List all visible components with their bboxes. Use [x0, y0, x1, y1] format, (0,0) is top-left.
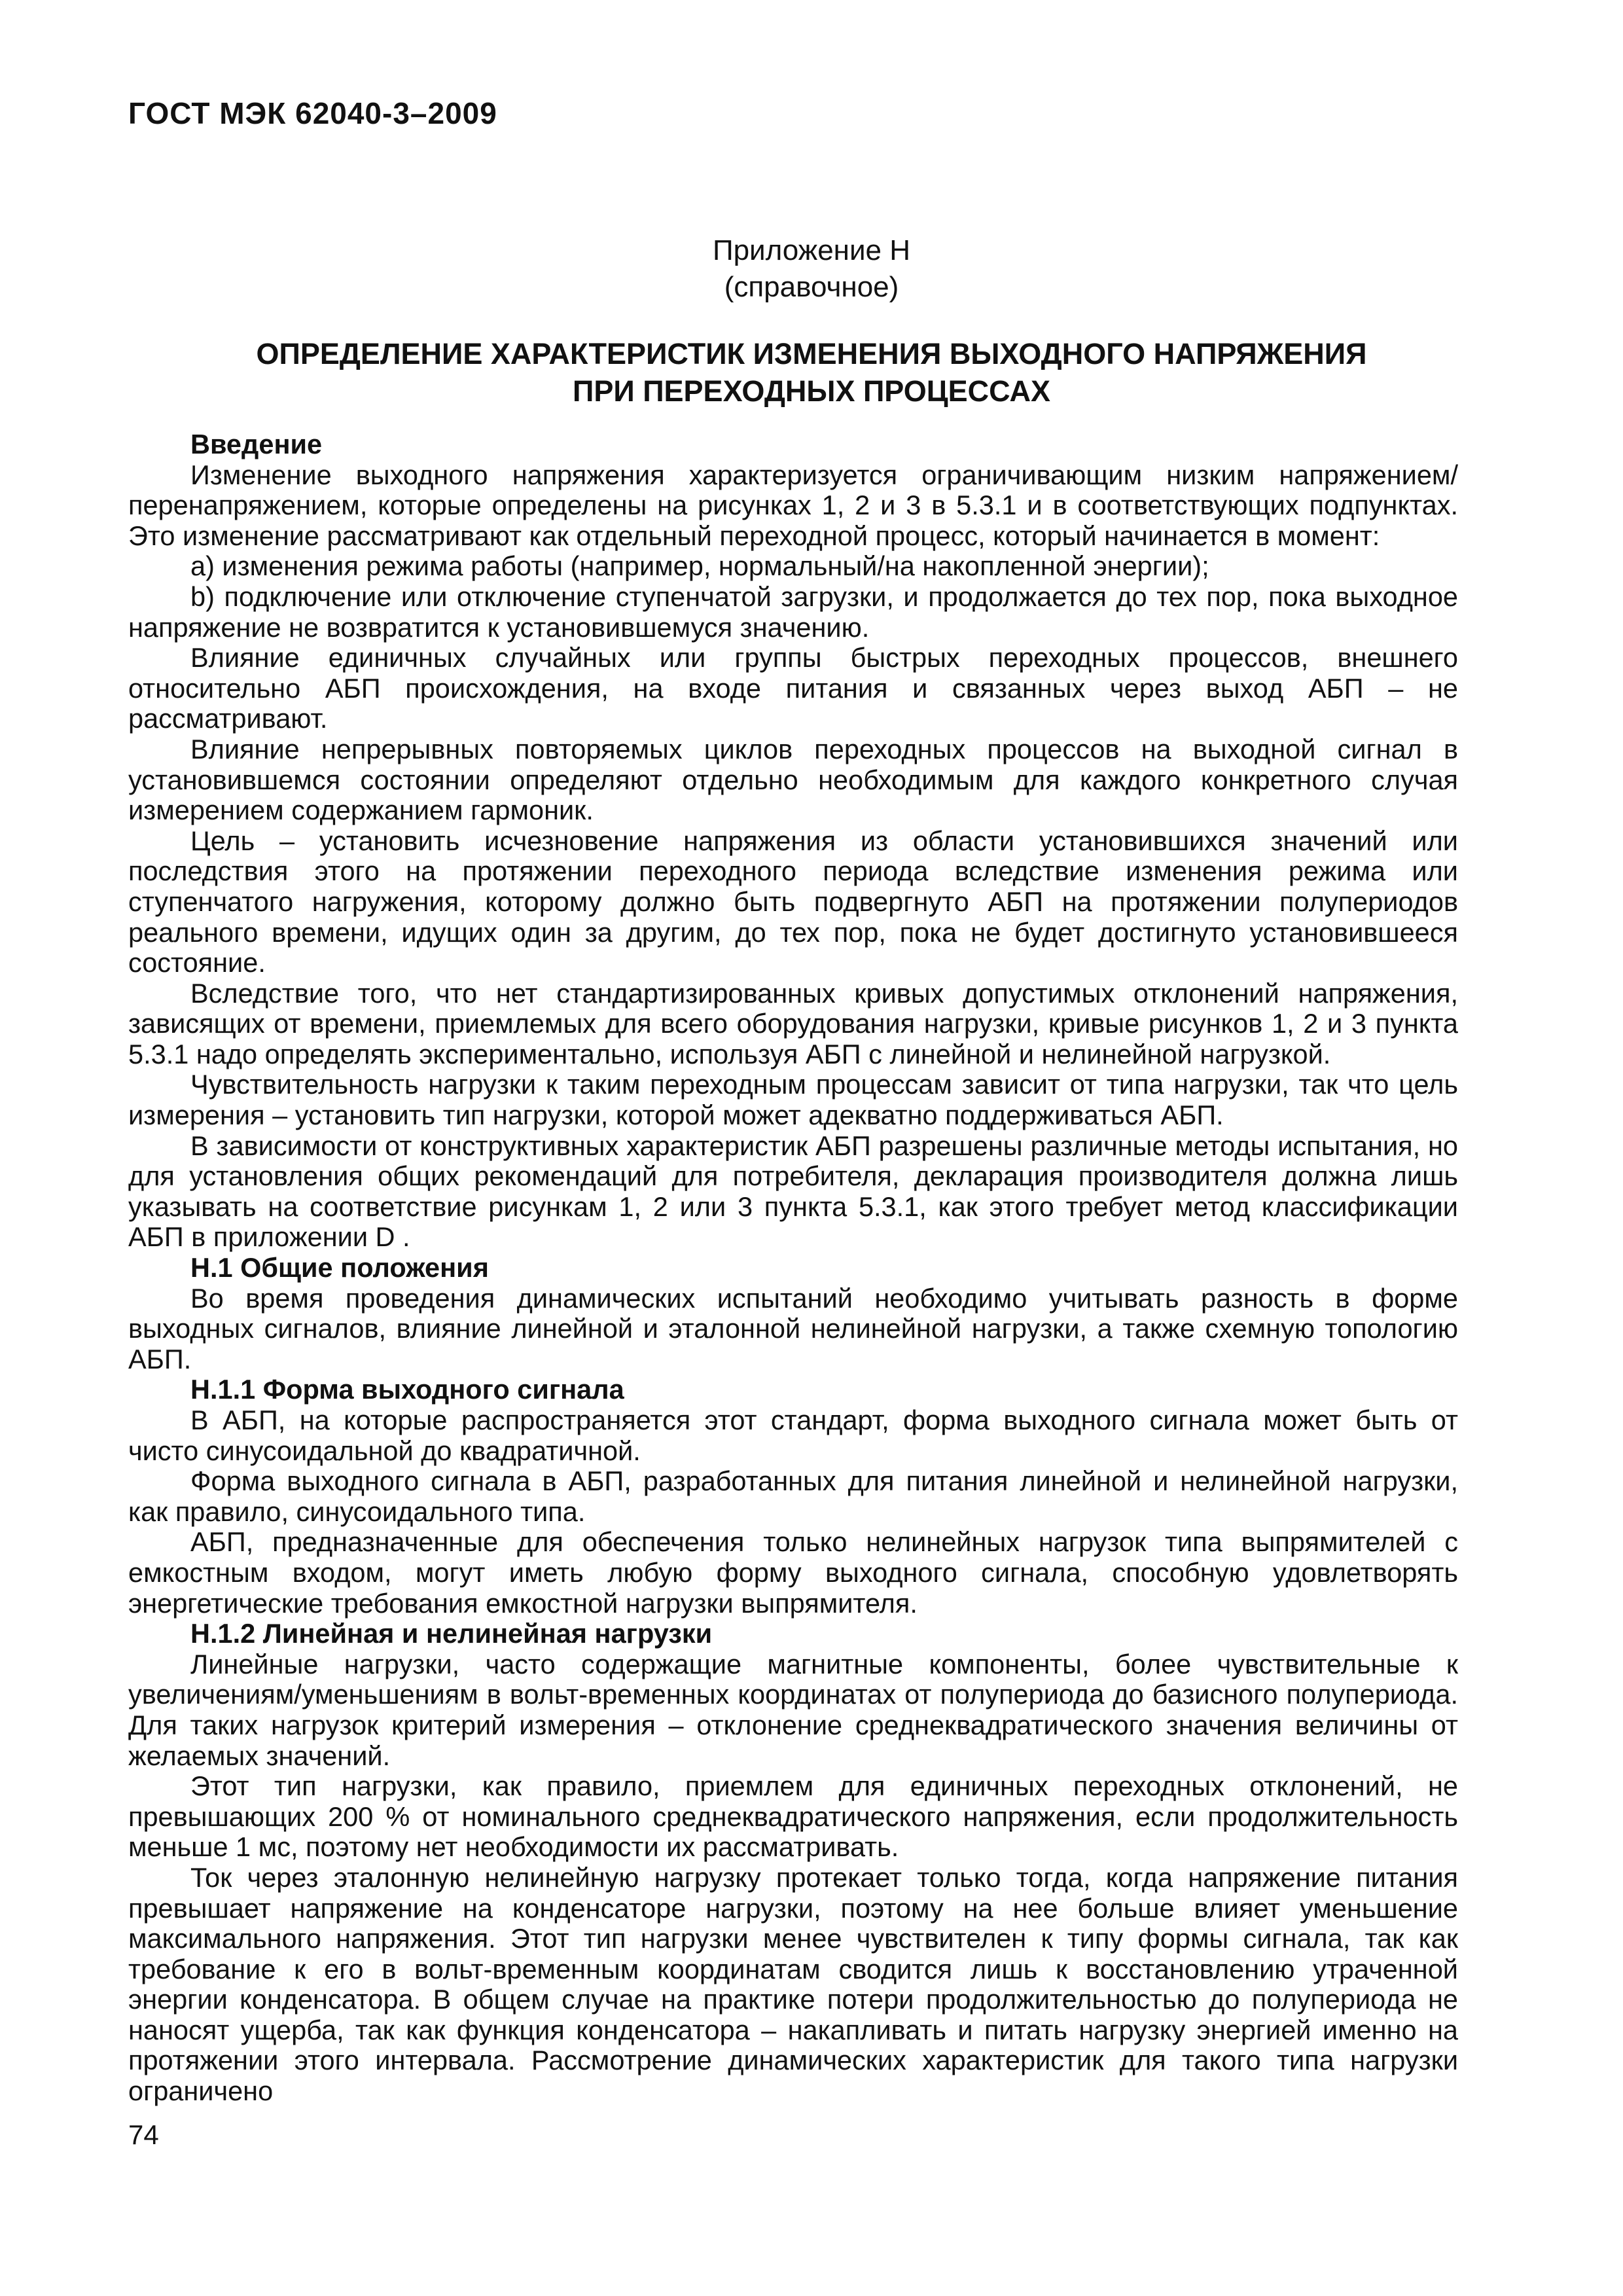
- paragraph: Цель – установить исчезновение напряжения из области установившихся значений или последствия этого на протяжении переходного периода вследствие изменения режима или ступенчатого нагружения, которому должно быть подвергнуто АБП на протяжении полупериодов реального времени, идущих один за другим, до тех пор, пока не будет достигнуто установившееся состояние.: [128, 825, 1458, 978]
- paragraph: Во время проведения динамических испытаний необходимо учитывать разность в форме выходных сигналов, влияние линейной и эталонной нелинейной нагрузки, а также схемную топологию АБП.: [128, 1282, 1458, 1374]
- document-body: [128, 429, 1458, 2107]
- paragraph: Ток через эталонную нелинейную нагрузку протекает только тогда, когда напряжение питания превышает напряжение на конденсаторе нагрузки, поэтому на нее больше влияет уменьшение максимального напряжения. Этот тип нагрузки менее чувствителен к типу формы сигнала, так как требование к его в вольт-временным координатам сводится лишь к восстановлению утраченной энергии конденсатора. В общем случае на практике потери продолжительностью до полупериода не наносят ущерба, так как функция конденсатора – накапливать и питать нагрузку энергией именно на протяжении этого интервала. Рассмотрение динамических характеристик для такого типа нагрузки ограничено: [128, 1861, 1458, 2107]
- paragraph: Форма выходного сигнала в АБП, разработанных для питания линейной и нелинейной нагрузки, как правило, синусоидального типа.: [128, 1465, 1458, 1527]
- section-heading-intro: Введение: [190, 429, 323, 459]
- annex-title: [157, 335, 1466, 410]
- section-heading-h1-1: Н.1.1 Форма выходного сигнала: [190, 1374, 624, 1405]
- annex-title-line-2: ПРИ ПЕРЕХОДНЫХ ПРОЦЕССАХ: [572, 374, 1051, 408]
- paragraph: В АБП, на которые распространяется этот стандарт, форма выходного сигнала может быть от чисто синусоидальной до квадратичной.: [128, 1405, 1458, 1466]
- section-heading-h1: Н.1 Общие положения: [190, 1252, 489, 1283]
- paragraph: АБП, предназначенные для обеспечения только нелинейных нагрузок типа выпрямителей с емкостным входом, могут иметь любую форму выходного сигнала, способную удовлетворять энергетические требования емкостной нагрузки выпрямителя.: [128, 1526, 1458, 1619]
- paragraph: Этот тип нагрузки, как правило, приемлем для единичных переходных отклонений, не превышающих 200 % от номинального среднеквадратического напряжения, если продолжительность меньше 1 мс, поэтому нет необходимости их рассматривать.: [128, 1770, 1458, 1863]
- paragraph: Вследствие того, что нет стандартизированных кривых допустимых отклонений напряжения, зависящих от времени, приемлемых для всего оборудования нагрузки, кривые рисунков 1, 2 и 3 пункта 5.3.1 надо определять экспериментально, используя АБП с линейной и нелинейной нагрузкой.: [128, 977, 1458, 1069]
- paragraph: Влияние единичных случайных или группы быстрых переходных процессов, внешнего относительно АБП происхождения, на входе питания и связанных через выход АБП – не рассматривают.: [128, 642, 1458, 734]
- page-number: 74: [128, 2119, 159, 2150]
- paragraph: Изменение выходного напряжения характеризуется ограничивающим низким напряжением/перенапряжением, которые определены на рисунках 1, 2 и 3 в 5.3.1 и в соответствующих подпунктах. Это изменение рассматривают как отдельный переходной процесс, который начинается в момент:: [128, 459, 1458, 551]
- paragraph: Влияние непрерывных повторяемых циклов переходных процессов на выходной сигнал в установившемся состоянии определяют отдельно необходимым для каждого конкретного случая измерением содержанием гармоник.: [128, 733, 1458, 826]
- annex-title-line-1: ОПРЕДЕЛЕНИЕ ХАРАКТЕРИСТИК ИЗМЕНЕНИЯ ВЫХОДНОГО НАПРЯЖЕНИЯ: [256, 337, 1367, 370]
- list-item-a: a) изменения режима работы (например, нормальный/на накопленной энергии);: [190, 550, 1209, 582]
- paragraph: Линейные нагрузки, часто содержащие магнитные компоненты, более чувствительные к увеличениям/уменьшениям в вольт-временных координатах от полупериода до базисного полупериода. Для таких нагрузок критерий измерения – отклонение среднеквадратического значения величины от желаемых значений.: [128, 1648, 1458, 1771]
- paragraph: В зависимости от конструктивных характеристик АБП разрешены различные методы испытания, но для установления общих рекомендаций для потребителя, декларация производителя должна лишь указывать на соответствие рисункам 1, 2 или 3 пункта 5.3.1, как этого требует метод классификации АБП в приложении D .: [128, 1130, 1458, 1253]
- annex-label-line-2: (справочное): [724, 271, 899, 303]
- document-id: ГОСТ МЭК 62040-3–2009: [128, 96, 497, 130]
- section-heading-h1-2: Н.1.2 Линейная и нелинейная нагрузки: [190, 1618, 713, 1649]
- paragraph: Чувствительность нагрузки к таким переходным процессам зависит от типа нагрузки, так что цель измерения – установить тип нагрузки, которой может адекватно поддерживаться АБП.: [128, 1069, 1458, 1131]
- annex-label: [0, 232, 1623, 306]
- annex-label-line-1: Приложение Н: [712, 234, 911, 266]
- list-item-b: b) подключение или отключение ступенчатой загрузки, и продолжается до тех пор, пока выходное напряжение не возвратится к установившемуся значению.: [128, 581, 1458, 643]
